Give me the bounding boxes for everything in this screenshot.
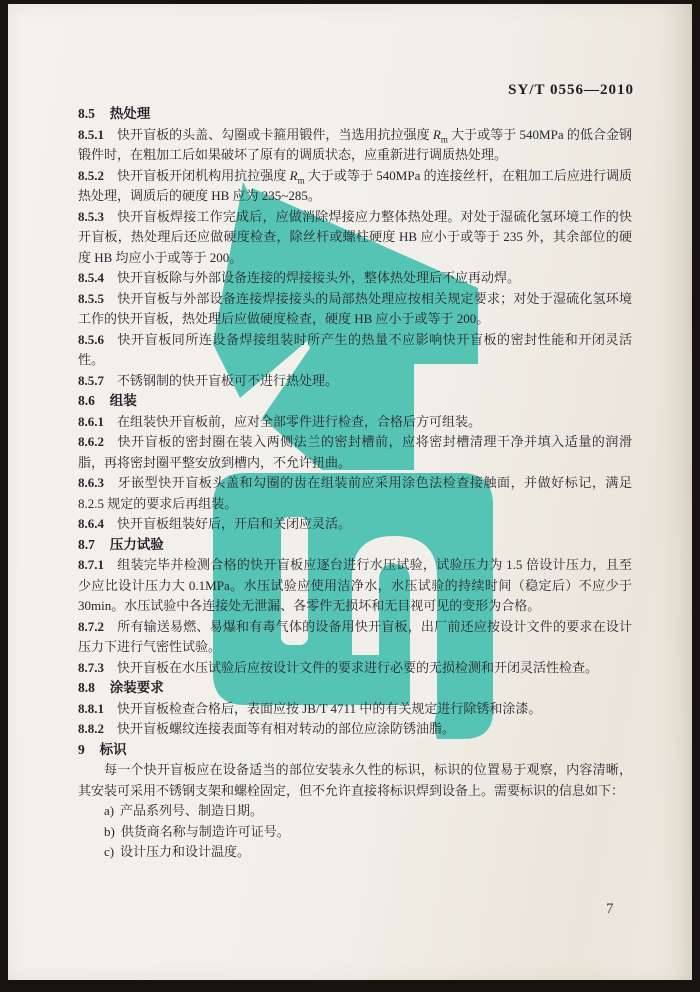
clause-8.5.1: 8.5.1 快开盲板的头盖、勾圈或卡箍用锻件，当选用抗拉强度 $R_m$ 大于或等于 540MPa 的低合金钢锻件时，在粗加工后如果破坏了原有的调质状态，应重新进行调质热处理。 — [78, 126, 632, 162]
clause-8.5.4: 8.5.4 快开盲板除与外部设备连接的焊接接头外，整体热处理后不应再动焊。 — [78, 270, 521, 285]
clause-8.7.2: 8.7.2 所有输送易燃、易爆和有毒气体的设备用快开盲板，出厂前还应按设计文件的要求在设计压力下进行气密性试验。 — [78, 618, 632, 654]
section-number: 9 — [78, 741, 85, 757]
section-heading-9 — [78, 740, 632, 761]
scanned-page — [8, 4, 692, 980]
clause-8.5.5: 8.5.5 快开盲板与外部设备连接焊接接头的局部热处理应按相关规定要求；对处于湿硫化氢环境工作的快开盲板，热处理后应做硬度检查，硬度 HB 应小于或等于 200。 — [78, 290, 632, 326]
list-item-c: c) 设计压力和设计温度。 — [104, 844, 250, 859]
page-number: 7 — [606, 901, 614, 917]
clause-8.6.1: 8.6.1 在组装快开盲板前，应对全部零件进行检查，合格后方可组装。 — [78, 413, 482, 429]
clause-8.8.2: 8.8.2 快开盲板螺纹连接表面等有相对转动的部位应涂防锈油脂。 — [78, 721, 456, 736]
section-title: 标识 — [99, 741, 127, 757]
document-body — [78, 104, 632, 863]
section-number: 8.8 — [78, 680, 95, 695]
clause-8.8.1: 8.8.1 快开盲板检查合格后，表面应按 JB/T 4711 中的有关规定进行除锈和涂漆。 — [78, 700, 542, 716]
clause-8.5.3: 8.5.3 快开盲板焊接工作完成后，应做消除焊接应力整体热处理。对处于湿硫化氢环境工作的快开盲板，热处理后还应做硬度检查，除丝杆或螺柱硬度 HB 应小于或等于 235 外，其余部位的硬度 HB 均应小于或等于 200。 — [78, 208, 632, 265]
section-number: 8.5 — [78, 106, 95, 121]
clause-8.7.3: 8.7.3 快开盲板在水压试验后应按设计文件的要求进行必要的无损检测和开闭灵活性检查。 — [78, 659, 599, 675]
clause-8.6.3: 8.6.3 牙嵌型快开盲板头盖和勾圈的齿在组装前应采用涂色法检查接触面，并做好标记，满足 8.2.5 规定的要求后再组装。 — [78, 475, 632, 511]
section-title: 压力试验 — [109, 536, 164, 552]
list-item-a: a) 产品系列号、制造日期。 — [104, 803, 263, 818]
section-heading-8.7 — [78, 535, 632, 556]
clause-8.6.4: 8.6.4 快开盲板组装好后，开启和关闭应灵活。 — [78, 516, 352, 531]
clause-8.7.1: 8.7.1 组装完毕并检测合格的快开盲板应逐台进行水压试验，试验压力为 1.5 倍设计压力，且至少应比设计压力大 0.1MPa。水压试验应使用洁净水，水压试验的持续时间（稳定后）不应少于 30min。水压试验中各连接处无泄漏、各零件无损坏和无目视可见的变形为合格。 — [78, 557, 632, 613]
clause-8.6.2: 8.6.2 快开盲板的密封圈在装入两侧法兰的密封槽前，应将密封槽清理干净并填入适量的润滑脂，再将密封圈平整安放到槽内，不允许扭曲。 — [78, 434, 632, 470]
section-title: 涂装要求 — [109, 680, 164, 695]
section-number: 8.7 — [78, 536, 95, 552]
clause-8.5.6: 8.5.6 快开盲板同所连设备焊接组装时所产生的热量不应影响快开盲板的密封性能和开闭灵活性。 — [78, 331, 632, 367]
clause-8.5.7: 8.5.7 不锈钢制的快开盲板可不进行热处理。 — [78, 372, 339, 388]
clause-9-paragraph: 每一个快开盲板应在设备适当的部位安装永久性的标识，标识的位置易于观察，内容清晰，其安装可采用不锈钢支架和螺栓固定，但不允许直接将标识焊到设备上。需要标识的信息如下： — [78, 762, 632, 798]
list-item-b: b) 供货商名称与制造许可证号。 — [104, 823, 290, 839]
section-heading-8.8 — [78, 678, 632, 699]
section-heading-8.5 — [78, 104, 632, 125]
section-number: 8.6 — [78, 393, 95, 408]
section-title: 热处理 — [109, 106, 151, 121]
standard-number: SY/T 0556—2010 — [508, 82, 634, 98]
section-heading-8.6 — [78, 391, 632, 412]
clause-8.5.2: 8.5.2 快开盲板开闭机构用抗拉强度 $R_m$ 大于或等于 540MPa 的连接丝杆，在粗加工后应进行调质热处理，调质后的硬度 HB 应为 235~285。 — [78, 167, 632, 203]
section-title: 组装 — [109, 393, 137, 408]
